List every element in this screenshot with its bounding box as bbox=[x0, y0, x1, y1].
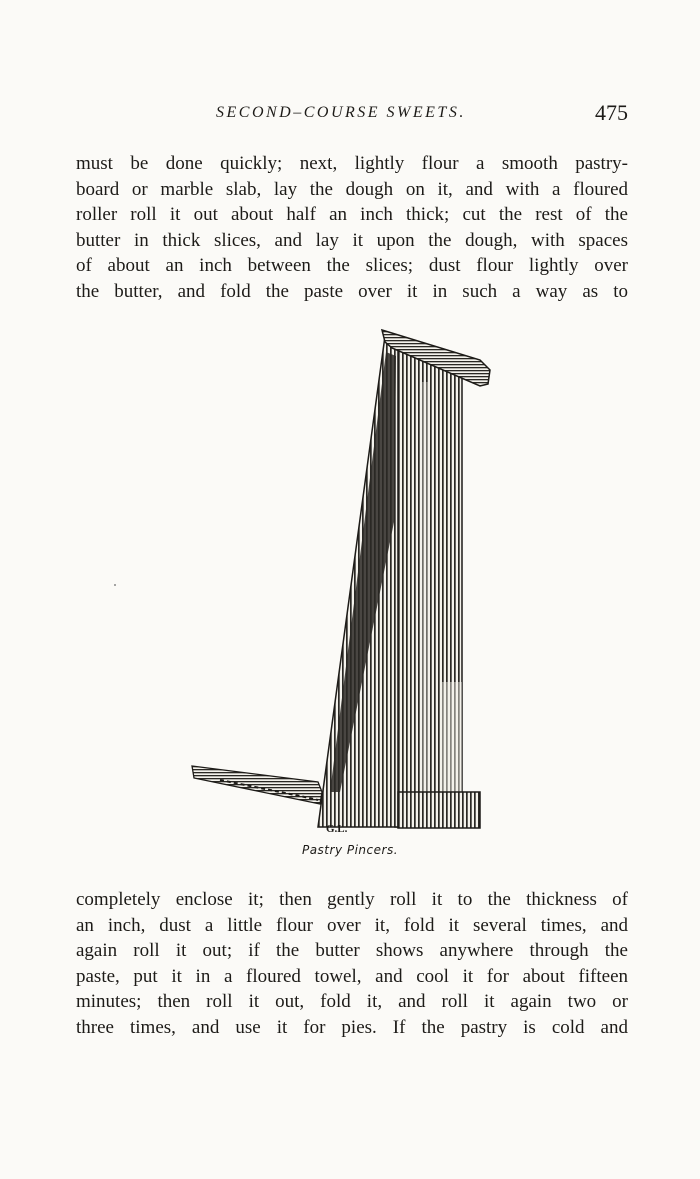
text-line: three times, and use it for pies. If the pastry is cold and bbox=[76, 1016, 628, 1038]
text-line: minutes; then roll it out, fold it, and roll it again two or bbox=[76, 991, 628, 1013]
print-speck bbox=[114, 584, 116, 586]
page-number: 475 bbox=[595, 100, 628, 125]
running-head: SECOND–COURSE SWEETS. bbox=[216, 104, 466, 121]
text-line: roller roll it out about half an inch thick; cut the rest of the bbox=[76, 204, 628, 226]
text-line: board or marble slab, lay the dough on it, and with a floured bbox=[76, 178, 628, 200]
text-line: must be done quickly; next, lightly flour a smooth pastry- bbox=[76, 153, 628, 174]
text-line: completely enclose it; then gently roll it to the thickness of bbox=[76, 889, 628, 910]
engraver-mark: G.L. bbox=[326, 823, 348, 835]
text-line: again roll it out; if the butter shows anywhere through the bbox=[76, 940, 628, 962]
text-line: butter in thick slices, and lay it upon the dough, with spaces bbox=[76, 229, 628, 251]
text-line: paste, put it in a floured towel, and cool it for about fifteen bbox=[76, 965, 628, 987]
figure-caption: Pastry Pincers. bbox=[301, 843, 399, 857]
text-line: the butter, and fold the paste over it in such a way as to bbox=[76, 280, 628, 302]
paragraph-bottom bbox=[76, 887, 628, 1041]
pastry-pincers-illustration bbox=[190, 322, 500, 842]
page-header bbox=[76, 100, 628, 134]
paragraph-top bbox=[76, 151, 628, 305]
text-line: an inch, dust a little flour over it, fold it several times, and bbox=[76, 914, 628, 936]
text-line: of about an inch between the slices; dust flour lightly over bbox=[76, 255, 628, 277]
